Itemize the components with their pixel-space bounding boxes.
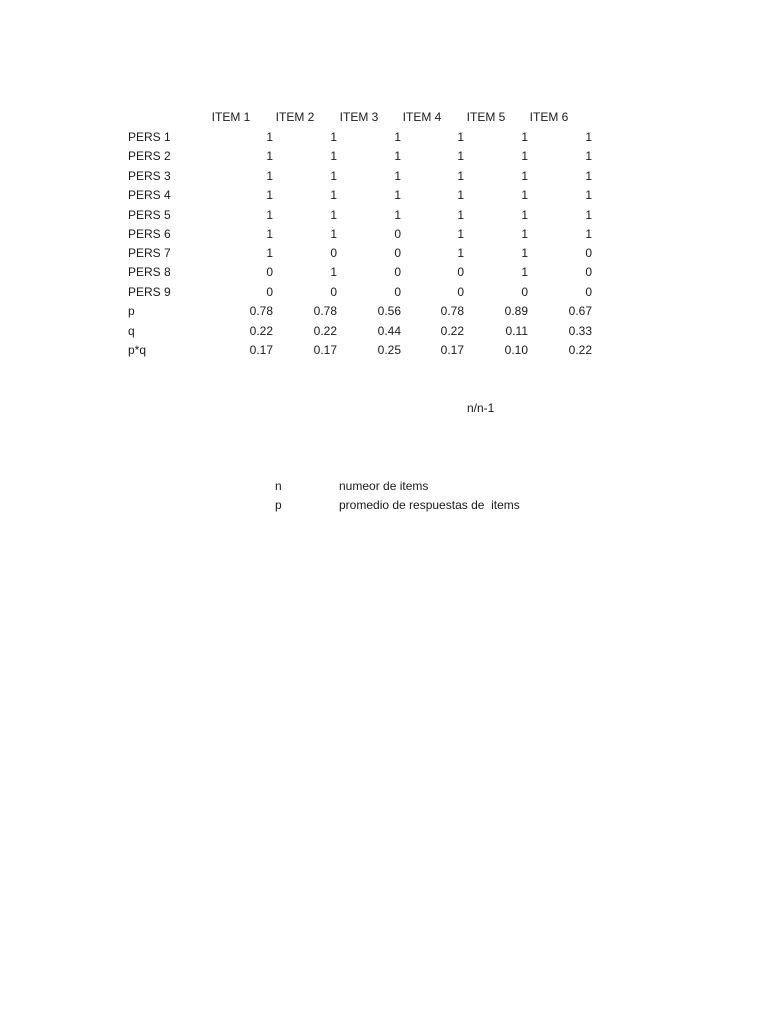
header-item-2: ITEM 2 xyxy=(275,110,315,124)
cell-value: 0.67 xyxy=(568,304,592,318)
cell-value: 1 xyxy=(457,130,464,144)
cell-value: 0 xyxy=(330,285,337,299)
cell-value: 0.25 xyxy=(377,343,401,357)
formula-label: n/n-1 xyxy=(467,401,495,415)
cell-value: 0.78 xyxy=(440,304,464,318)
cell-value: 0 xyxy=(330,246,337,260)
legend-symbol: p xyxy=(275,498,282,512)
cell-value: 1 xyxy=(521,265,528,279)
cell-value: 0.56 xyxy=(377,304,401,318)
cell-value: 0 xyxy=(457,285,464,299)
cell-value: 1 xyxy=(394,149,401,163)
cell-value: 0.10 xyxy=(504,343,528,357)
cell-value: 1 xyxy=(330,208,337,222)
cell-value: 0.22 xyxy=(313,324,337,338)
cell-value: 1 xyxy=(394,169,401,183)
cell-value: 1 xyxy=(521,208,528,222)
cell-value: 1 xyxy=(457,188,464,202)
row-label: PERS 6 xyxy=(128,227,171,241)
row-label: PERS 5 xyxy=(128,208,171,222)
cell-value: 1 xyxy=(521,149,528,163)
cell-value: 0 xyxy=(394,246,401,260)
cell-value: 0.22 xyxy=(440,324,464,338)
cell-value: 0.78 xyxy=(249,304,273,318)
cell-value: 0 xyxy=(585,246,592,260)
row-label: PERS 8 xyxy=(128,265,171,279)
cell-value: 0 xyxy=(266,265,273,279)
cell-value: 1 xyxy=(266,246,273,260)
row-label: PERS 7 xyxy=(128,246,171,260)
cell-value: 0.17 xyxy=(249,343,273,357)
cell-value: 0.33 xyxy=(568,324,592,338)
cell-value: 1 xyxy=(585,227,592,241)
cell-value: 0 xyxy=(394,285,401,299)
cell-value: 1 xyxy=(585,188,592,202)
cell-value: 0.22 xyxy=(249,324,273,338)
row-label: PERS 4 xyxy=(128,188,171,202)
cell-value: 1 xyxy=(394,208,401,222)
cell-value: 0 xyxy=(266,285,273,299)
cell-value: 1 xyxy=(457,227,464,241)
cell-value: 0.17 xyxy=(313,343,337,357)
cell-value: 1 xyxy=(266,169,273,183)
cell-value: 1 xyxy=(330,169,337,183)
cell-value: 1 xyxy=(330,188,337,202)
row-label: PERS 1 xyxy=(128,130,171,144)
cell-value: 1 xyxy=(457,149,464,163)
cell-value: 1 xyxy=(457,208,464,222)
row-label: q xyxy=(128,324,135,338)
cell-value: 0 xyxy=(457,265,464,279)
cell-value: 1 xyxy=(394,130,401,144)
cell-value: 1 xyxy=(585,169,592,183)
cell-value: 1 xyxy=(585,208,592,222)
cell-value: 1 xyxy=(585,149,592,163)
cell-value: 1 xyxy=(457,169,464,183)
cell-value: 1 xyxy=(521,188,528,202)
cell-value: 1 xyxy=(330,265,337,279)
cell-value: 1 xyxy=(266,188,273,202)
row-label: PERS 3 xyxy=(128,169,171,183)
cell-value: 1 xyxy=(266,208,273,222)
header-item-1: ITEM 1 xyxy=(211,110,251,124)
cell-value: 0.89 xyxy=(504,304,528,318)
cell-value: 0 xyxy=(394,227,401,241)
cell-value: 1 xyxy=(266,130,273,144)
header-item-6: ITEM 6 xyxy=(529,110,569,124)
cell-value: 1 xyxy=(457,246,464,260)
cell-value: 1 xyxy=(521,130,528,144)
row-label: PERS 2 xyxy=(128,149,171,163)
cell-value: 1 xyxy=(330,130,337,144)
row-label: PERS 9 xyxy=(128,285,171,299)
cell-value: 1 xyxy=(330,149,337,163)
cell-value: 0 xyxy=(585,265,592,279)
legend-description: promedio de respuestas de items xyxy=(339,498,520,512)
legend-symbol: n xyxy=(275,479,282,493)
cell-value: 1 xyxy=(521,246,528,260)
cell-value: 1 xyxy=(521,227,528,241)
cell-value: 0.78 xyxy=(313,304,337,318)
cell-value: 1 xyxy=(330,227,337,241)
cell-value: 0.44 xyxy=(377,324,401,338)
cell-value: 0 xyxy=(394,265,401,279)
cell-value: 0 xyxy=(521,285,528,299)
header-item-5: ITEM 5 xyxy=(466,110,506,124)
legend-description: numeor de items xyxy=(339,479,429,493)
cell-value: 1 xyxy=(521,169,528,183)
cell-value: 1 xyxy=(394,188,401,202)
cell-value: 0 xyxy=(585,285,592,299)
row-label: p xyxy=(128,304,135,318)
row-label: p*q xyxy=(128,343,147,357)
cell-value: 0.17 xyxy=(440,343,464,357)
cell-value: 0.22 xyxy=(568,343,592,357)
header-item-4: ITEM 4 xyxy=(402,110,442,124)
cell-value: 1 xyxy=(266,227,273,241)
cell-value: 1 xyxy=(266,149,273,163)
header-item-3: ITEM 3 xyxy=(339,110,379,124)
cell-value: 1 xyxy=(585,130,592,144)
cell-value: 0.11 xyxy=(505,324,528,338)
